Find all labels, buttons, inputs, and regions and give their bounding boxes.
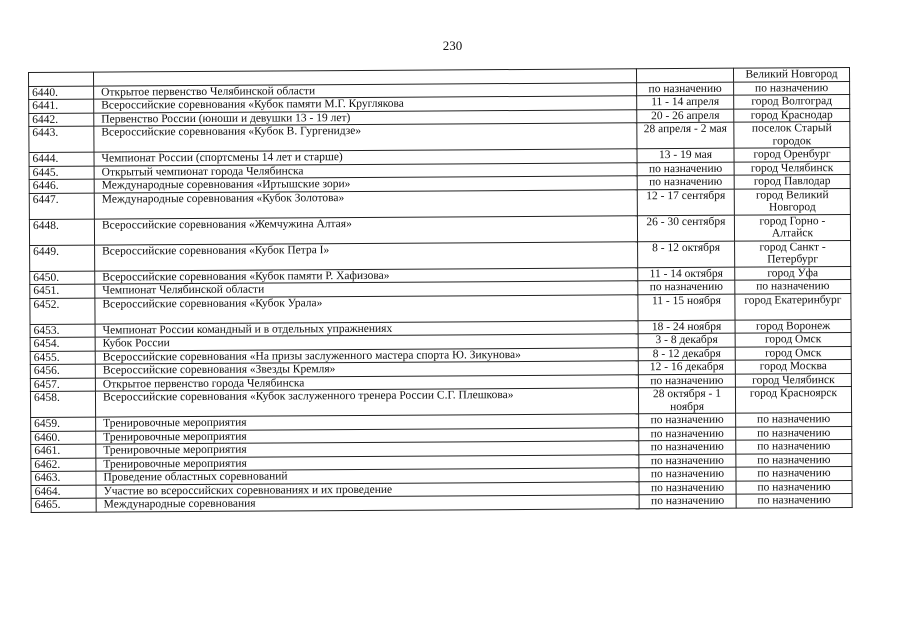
cell-date: по назначению	[638, 374, 735, 388]
cell-place: город Павлодар	[734, 174, 850, 188]
cell-num: 6442.	[29, 113, 94, 127]
cell-name	[95, 294, 638, 323]
cell-place: город Москва	[735, 359, 851, 373]
cell-date: 12 - 16 декабря	[638, 360, 735, 374]
cell-name	[95, 241, 638, 270]
event-name-text: Первенство России (юноши и девушки 13 - 19 лет)	[101, 111, 351, 126]
cell-num: 6445.	[29, 166, 94, 180]
event-name-text: Всероссийские соревнования «Кубок В. Гургенидзе»	[101, 124, 362, 139]
cell-num: 6454.	[30, 337, 95, 351]
event-name-text: Проведение областных соревнований	[103, 470, 288, 484]
event-name-text: Чемпионат Челябинской области	[102, 283, 265, 297]
cell-date: 28 апреля - 2 мая	[637, 122, 734, 149]
cell-date: 11 - 15 ноября	[638, 294, 735, 321]
event-name-text: Международные соревнования	[103, 497, 256, 511]
event-name-text: Всероссийские соревнования «Жемчужина Алтая»	[101, 217, 352, 232]
cell-place: город Челябинск	[734, 161, 850, 175]
cell-place: поселок Старый городок	[734, 121, 850, 148]
cell-num: 6462.	[31, 458, 96, 472]
cell-date: по назначению	[637, 175, 734, 189]
cell-date: 28 октября - 1 ноября	[638, 387, 735, 414]
event-name-text: Всероссийские соревнования «На призы заслуженного мастера спорта Ю. Зикунова»	[102, 348, 521, 364]
cell-place: по назначению	[734, 81, 850, 95]
cell-num: 6447.	[29, 193, 94, 219]
cell-name	[94, 123, 637, 152]
events-table-body	[29, 67, 853, 512]
cell-date: 8 - 12 октября	[638, 241, 735, 268]
cell-num: 6456.	[30, 364, 95, 378]
cell-name	[96, 495, 639, 512]
cell-place: город Уфа	[735, 266, 851, 280]
cell-num: 6448.	[29, 219, 94, 245]
event-name-text: Всероссийские соревнования «Кубок памяти М.Г. Круглякова	[101, 97, 404, 112]
cell-place: город Красноярск	[735, 386, 851, 413]
cell-place: город Челябинск	[735, 373, 851, 387]
cell-place: город Санкт - Петербург	[735, 240, 851, 267]
cell-place: город Великий Новгород	[734, 188, 850, 215]
cell-date: по назначению	[639, 413, 736, 427]
cell-date: 3 - 8 декабря	[638, 333, 735, 347]
cell-name	[94, 189, 637, 218]
cell-place: по назначению	[736, 493, 852, 507]
cell-name	[95, 388, 638, 417]
cell-date: 11 - 14 октября	[638, 267, 735, 281]
cell-date: по назначению	[639, 454, 736, 468]
cell-date: по назначению	[639, 440, 736, 454]
event-name-text: Открытое первенство города Челябинска	[102, 376, 305, 391]
cell-place: город Воронеж	[735, 319, 851, 333]
event-name-text: Тренировочные мероприятия	[103, 457, 247, 471]
page-number: 230	[442, 38, 463, 53]
cell-place: город Омск	[735, 346, 851, 360]
cell-num: 6453.	[30, 324, 95, 338]
cell-date: 18 - 24 ноября	[638, 320, 735, 334]
events-table	[28, 67, 853, 513]
cell-num: 6451.	[30, 284, 95, 298]
cell-date: по назначению	[639, 427, 736, 441]
cell-date: 8 - 12 декабря	[638, 347, 735, 361]
event-name-text: Открытый чемпионат города Челябинска	[101, 164, 304, 179]
event-name-text: Всероссийские соревнования «Кубок памяти Р. Хафизова»	[102, 269, 390, 284]
cell-place: по назначению	[736, 453, 852, 467]
cell-date	[636, 68, 733, 82]
cell-date: 13 - 19 мая	[637, 148, 734, 162]
cell-num: 6443.	[29, 126, 94, 152]
cell-num: 6465.	[31, 498, 96, 512]
event-name-text: Кубок России	[102, 337, 170, 350]
event-name-text: Открытое первенство Челябинской области	[101, 84, 316, 99]
cell-num: 6452.	[30, 298, 95, 324]
cell-place: по назначению	[735, 279, 851, 293]
cell-date: по назначению	[639, 481, 736, 495]
cell-place: город Краснодар	[734, 108, 850, 122]
cell-num: 6457.	[30, 378, 95, 392]
cell-num: 6455.	[30, 351, 95, 365]
cell-place: по назначению	[736, 466, 852, 480]
cell-place: город Омск	[735, 332, 851, 346]
event-name-text: Участие во всероссийских соревнованиях и их проведение	[103, 483, 393, 498]
cell-place: город Горно - Алтайск	[734, 214, 850, 241]
cell-num: 6458.	[30, 391, 95, 417]
cell-place: по назначению	[736, 412, 852, 426]
cell-num: 6441.	[29, 99, 94, 113]
event-name-text: Чемпионат России командный и в отдельных упражнениях	[102, 322, 393, 337]
cell-date: по назначению	[639, 494, 736, 508]
event-name-text: Всероссийские соревнования «Кубок Урала»	[102, 296, 323, 311]
cell-place: город Оренбург	[734, 147, 850, 161]
event-name-text: Всероссийские соревнования «Звезды Кремля»	[102, 363, 336, 377]
cell-date: 26 - 30 сентября	[637, 215, 734, 242]
cell-num: 6464.	[31, 485, 96, 499]
event-name-text: Тренировочные мероприятия	[103, 416, 247, 430]
cell-num: 6460.	[31, 431, 96, 445]
cell-place: по назначению	[736, 480, 852, 494]
cell-num: 6440.	[29, 86, 94, 100]
event-name-text: Всероссийские соревнования «Кубок заслуженного тренера России С.Г. Плешкова»	[102, 389, 514, 404]
cell-num: 6463.	[31, 471, 96, 485]
cell-date: по назначению	[638, 280, 735, 294]
cell-date: по назначению	[637, 82, 734, 96]
event-name-text: Всероссийские соревнования «Кубок Петра I»	[102, 243, 330, 258]
cell-num: 6450.	[30, 271, 95, 285]
cell-place: город Екатеринбург	[735, 293, 851, 320]
cell-place: по назначению	[736, 439, 852, 453]
event-name-text: Международные соревнования «Иртышские зори»	[101, 178, 351, 192]
cell-date: по назначению	[637, 162, 734, 176]
event-name-text: Тренировочные мероприятия	[103, 430, 247, 444]
cell-num: 6459.	[31, 417, 96, 431]
event-name-text: Тренировочные мероприятия	[103, 443, 247, 457]
cell-date: 12 - 17 сентября	[637, 189, 734, 216]
cell-date: 20 - 26 апреля	[637, 109, 734, 123]
cell-num: 6461.	[31, 444, 96, 458]
cell-num	[29, 72, 94, 86]
cell-num: 6449.	[30, 245, 95, 271]
event-name-text: Международные соревнования «Кубок Золотова»	[101, 191, 345, 206]
cell-place: Великий Новгород	[733, 67, 849, 81]
cell-place: по назначению	[736, 426, 852, 440]
cell-name	[94, 215, 637, 244]
event-name-text: Чемпионат России (спортсмены 14 лет и старше)	[101, 151, 343, 165]
cell-date: 11 - 14 апреля	[637, 95, 734, 109]
cell-num: 6446.	[29, 179, 94, 193]
cell-date: по назначению	[639, 467, 736, 481]
cell-num: 6444.	[29, 152, 94, 166]
cell-place: город Волгоград	[734, 94, 850, 108]
